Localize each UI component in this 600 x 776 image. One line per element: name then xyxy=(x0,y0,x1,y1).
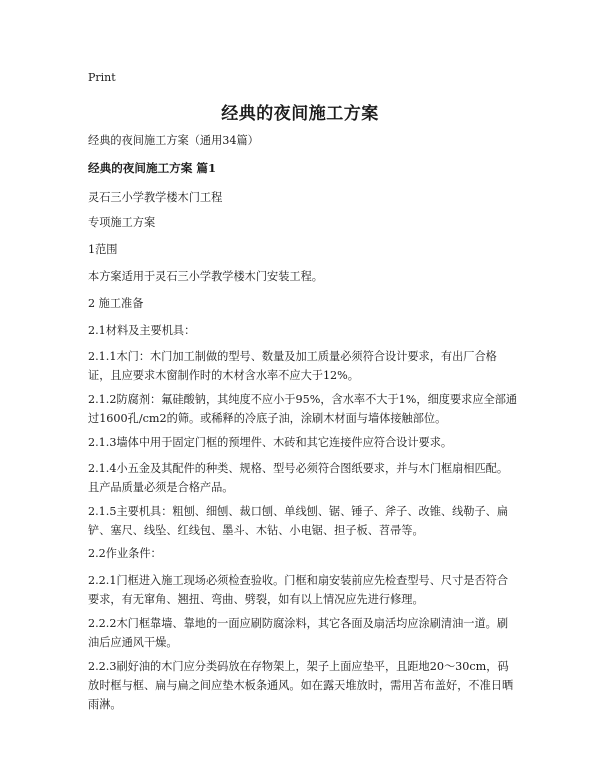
paragraph: 2.1.5主要机具：粗刨、细刨、裁口刨、单线刨、锯、锤子、斧子、改锥、线勒子、扁铲、塞尺、线坠、红线包、墨斗、木钻、小电锯、担子板、苕帚等。 xyxy=(88,505,509,537)
paragraph: 2.1.1木门：木门加工制做的型号、数量及加工质量必须符合设计要求，有出厂合格证，且应要求木窗制作时的木材含水率不应大于12%。 xyxy=(88,350,497,382)
paragraph: 专项施工方案 xyxy=(88,216,156,229)
print-link[interactable]: Print xyxy=(88,71,116,84)
document-subtitle: 经典的夜间施工方案（通用34篇） xyxy=(88,134,259,147)
paragraph: 2.2.3刷好油的木门应分类码放在存物架上，架子上面应垫平，且距地20～30cm，码放时框与框、扁与扁之间应垫木板条通风。如在露天堆放时，需用苫布盖好，不准日晒雨淋。 xyxy=(88,660,514,711)
paragraph: 2.1.2防腐剂：氟硅酸钠，其纯度不应小于95%，含水率不大于1%，细度要求应全部通过1600孔/cm2的筛。或稀释的冷底子油，涂刷木材面与墙体接触部位。 xyxy=(88,393,518,425)
paragraph: 2.1.3墙体中用于固定门框的预埋件、木砖和其它连接件应符合设计要求。 xyxy=(88,436,453,449)
paragraph: 2.2作业条件： xyxy=(88,547,162,560)
paragraph: 2.2.1门框进入施工现场必须检查验收。门框和扇安装前应先检查型号、尺寸是否符合要求，有无窜角、翘扭、弯曲、劈裂，如有以上情况应先进行修理。 xyxy=(88,574,509,606)
section-heading: 经典的夜间施工方案 篇1 xyxy=(88,161,217,175)
paragraph: 本方案适用于灵石三小学教学楼木门安装工程。 xyxy=(88,270,323,283)
document-title: 经典的夜间施工方案 xyxy=(221,104,379,124)
paragraph: 2 施工准备 xyxy=(88,297,144,310)
paragraph: 2.1.4小五金及其配件的种类、规格、型号必须符合图纸要求，并与木门框扇相匹配。且产品质量必须是合格产品。 xyxy=(88,462,509,494)
paragraph: 灵石三小学教学楼木门工程 xyxy=(88,191,223,204)
paragraph: 2.1材料及主要机具： xyxy=(88,324,196,337)
paragraph: 2.2.2木门框靠墙、靠地的一面应刷防腐涂料，其它各面及扇活均应涂刷清油一道。刷油后应通风干燥。 xyxy=(88,617,509,649)
paragraph: 1范围 xyxy=(88,243,118,256)
